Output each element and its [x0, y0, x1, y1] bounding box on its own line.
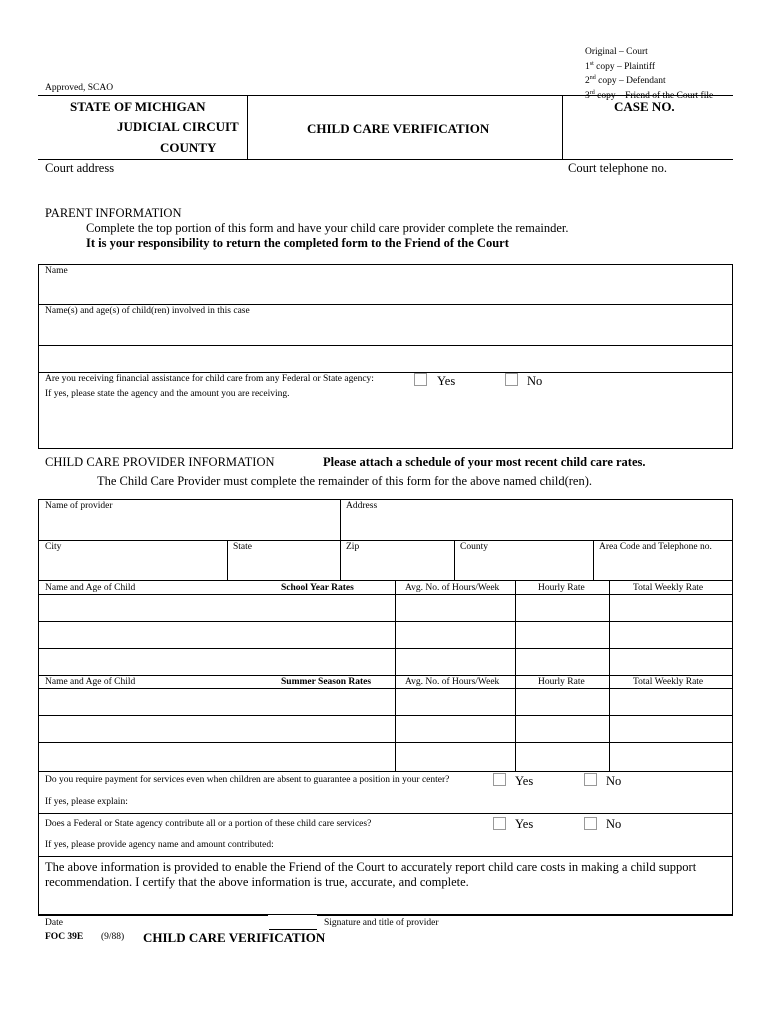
- header-divider-right: [562, 95, 563, 160]
- provider-state-field[interactable]: State: [233, 542, 252, 552]
- summer-weekly-col-header: Total Weekly Rate: [633, 677, 704, 687]
- school-hours-col-header: Avg. No. of Hours/Week: [405, 583, 500, 593]
- absent-no-label: No: [606, 774, 622, 788]
- provider-rule-2: [38, 580, 733, 581]
- court-address-label: Court address: [45, 161, 115, 175]
- provider-phone-field[interactable]: Area Code and Telephone no.: [599, 542, 712, 552]
- assistance-yes-label: Yes: [437, 374, 456, 388]
- provider-vrule-state: [227, 540, 228, 580]
- assistance-no-checkbox[interactable]: [505, 373, 518, 386]
- provider-vrule-address: [340, 499, 341, 580]
- summer-hours-col-header: Avg. No. of Hours/Week: [405, 677, 500, 687]
- provider-county-field[interactable]: County: [460, 542, 488, 552]
- summer-season-rates-title: Summer Season Rates: [281, 677, 372, 687]
- date-field[interactable]: Date: [45, 918, 63, 928]
- assistance-no-label: No: [527, 374, 543, 388]
- judicial-circuit: JUDICIAL CIRCUIT: [117, 119, 239, 134]
- children-names-field[interactable]: Name(s) and age(s) of child(ren) involved in this case: [45, 306, 250, 316]
- form-title: CHILD CARE VERIFICATION: [307, 121, 490, 136]
- provider-zip-field[interactable]: Zip: [346, 542, 360, 552]
- assistance-followup-field[interactable]: If yes, please state the agency and the amount you are receiving.: [45, 389, 290, 399]
- signature-line: [317, 915, 733, 916]
- agency-contribution-question: Does a Federal or State agency contribute all or a portion of these child care services?: [45, 819, 372, 829]
- approved-label: Approved, SCAO: [45, 83, 114, 93]
- county-label: COUNTY: [160, 140, 217, 155]
- form-revision: (9/88): [101, 932, 125, 942]
- header-top-rule: [38, 95, 733, 96]
- parent-responsibility: It is your responsibility to return the completed form to the Friend of the Court: [86, 236, 509, 250]
- school-rate-row-2[interactable]: [39, 622, 732, 648]
- provider-city-field[interactable]: City: [45, 542, 62, 552]
- absent-no-checkbox[interactable]: [584, 773, 597, 786]
- summer-rate-row-3[interactable]: [39, 743, 732, 771]
- questions-divider: [38, 813, 733, 814]
- school-rate-row-3[interactable]: [39, 649, 732, 675]
- agency-details-field[interactable]: If yes, please provide agency name and amount contributed:: [45, 840, 274, 850]
- school-hourly-col-header: Hourly Rate: [538, 583, 585, 593]
- provider-name-field[interactable]: Name of provider: [45, 501, 113, 511]
- footer-title: CHILD CARE VERIFICATION: [143, 930, 326, 945]
- provider-vrule-phone: [593, 540, 594, 580]
- parent-info-heading: PARENT INFORMATION: [45, 206, 182, 220]
- provider-info-heading: CHILD CARE PROVIDER INFORMATION: [45, 455, 275, 469]
- parent-name-field[interactable]: Name: [45, 266, 68, 276]
- summer-rate-row-2[interactable]: [39, 716, 732, 742]
- copy-line-plaintiff: 1st copy – Plaintiff: [585, 60, 656, 72]
- provider-table: [38, 499, 733, 857]
- absent-yes-label: Yes: [515, 774, 534, 788]
- signature-field[interactable]: Signature and title of provider: [324, 918, 439, 928]
- case-no-label: CASE NO.: [614, 99, 675, 114]
- provider-vrule-county: [454, 540, 455, 580]
- absent-explain-field[interactable]: If yes, please explain:: [45, 797, 128, 807]
- copy-line-original: Original – Court: [585, 47, 648, 57]
- parent-row-rule-3: [38, 372, 733, 373]
- school-year-rates-title: School Year Rates: [281, 583, 354, 593]
- school-weekly-col-header: Total Weekly Rate: [633, 583, 704, 593]
- agency-no-label: No: [606, 817, 622, 831]
- copy-line-foc: 3rd copy – Friend of the Court file: [585, 89, 714, 101]
- assistance-yes-checkbox[interactable]: [414, 373, 427, 386]
- provider-instruction: The Child Care Provider must complete the remainder of this form for the above named child(ren).: [97, 474, 592, 488]
- summer-hourly-col-header: Hourly Rate: [538, 677, 585, 687]
- school-rate-row-1[interactable]: [39, 595, 732, 621]
- children-names-extra-line[interactable]: [39, 346, 732, 371]
- copy-line-defendant: 2nd copy – Defendant: [585, 75, 666, 87]
- school-row-rule-3: [38, 675, 733, 676]
- header-divider-left: [247, 95, 248, 160]
- absent-yes-checkbox[interactable]: [493, 773, 506, 786]
- summer-child-col-header: Name and Age of Child: [45, 677, 136, 687]
- agency-yes-label: Yes: [515, 817, 534, 831]
- state-of-michigan: STATE OF MICHIGAN: [70, 99, 206, 114]
- parent-row-rule-1: [38, 304, 733, 305]
- date-line: [38, 915, 268, 916]
- attach-rates-note: Please attach a schedule of your most recent child care rates.: [323, 455, 646, 469]
- agency-no-checkbox[interactable]: [584, 817, 597, 830]
- court-telephone-label: Court telephone no.: [568, 161, 667, 175]
- school-child-col-header: Name and Age of Child: [45, 583, 136, 593]
- assistance-question: Are you receiving financial assistance for child care from any Federal or State agency:: [45, 374, 374, 384]
- certification-text: The above information is provided to enable the Friend of the Court to accurately report child care costs in making a child support recommendation. I certify that the above information is true, accurate, and complete.: [45, 860, 697, 889]
- form-number: FOC 39E: [45, 932, 84, 942]
- provider-address-field[interactable]: Address: [346, 501, 378, 511]
- provider-rule-1: [38, 540, 733, 541]
- agency-yes-checkbox[interactable]: [493, 817, 506, 830]
- summer-row-rule-3: [38, 771, 733, 772]
- header-bottom-rule: [38, 159, 733, 160]
- summer-rate-row-1[interactable]: [39, 689, 732, 715]
- absent-payment-question: Do you require payment for services even when children are absent to guarantee a position in your center?: [45, 775, 450, 785]
- parent-instruction: Complete the top portion of this form and have your child care provider complete the remainder.: [86, 221, 569, 235]
